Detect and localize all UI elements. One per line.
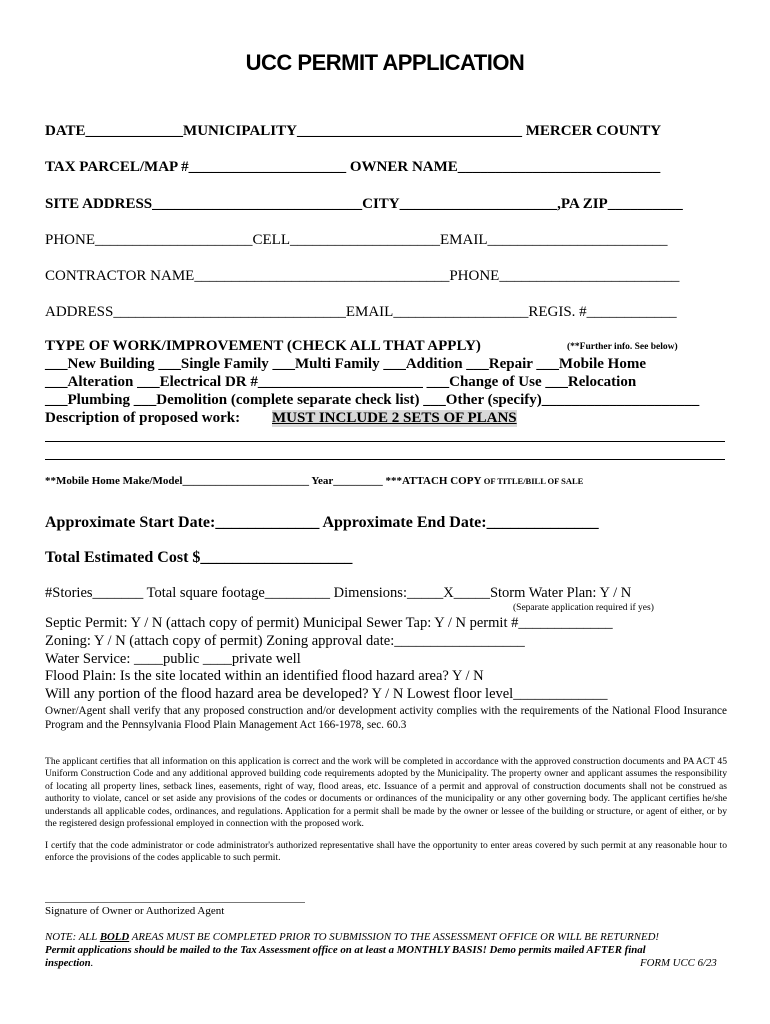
plans-requirement: MUST INCLUDE 2 SETS OF PLANS [272, 410, 517, 426]
page-title: UCC PERMIT APPLICATION [245, 50, 525, 75]
septic-line[interactable]: Septic Permit: Y / N (attach copy of permit) Municipal Sewer Tap: Y / N permit #_____________ [45, 615, 613, 631]
stories-dimensions-line[interactable]: #Stories_______ Total square footage_________ Dimensions:_____X_____Storm Water Plan: Y / N [45, 585, 632, 601]
note-period: . [90, 957, 94, 969]
note-line-2: Permit applications should be mailed to the Tax Assessment office on at least a MONTHLY BASIS! Demo permits mailed AFTER final [45, 944, 646, 956]
note-bold-word: BOLD [99, 931, 130, 943]
further-info-note: (**Further info. See below) [567, 342, 678, 352]
estimated-cost-line[interactable]: Total Estimated Cost $___________________ [45, 549, 353, 566]
approximate-dates-line[interactable]: Approximate Start Date:_____________ Approximate End Date:______________ [45, 514, 599, 531]
storm-water-note: (Separate application required if yes) [513, 603, 654, 613]
note-prefix: NOTE: ALL [45, 931, 100, 943]
note-line-3 [45, 957, 93, 969]
work-type-header: TYPE OF WORK/IMPROVEMENT (CHECK ALL THAT APPLY) [45, 338, 481, 354]
date-municipality-line[interactable]: DATE_____________MUNICIPALITY______________________________ MERCER COUNTY [45, 123, 662, 139]
description-line-1[interactable] [45, 441, 725, 442]
description-label: Description of proposed work: [45, 410, 241, 426]
mobile-home-line[interactable] [45, 475, 583, 487]
mobile-home-text: **Mobile Home Make/Model_______________________ Year_________ ***ATTACH COPY [45, 475, 481, 487]
note-line-1 [45, 931, 659, 943]
access-certification: I certify that the code administrator or code administrator's authorized representative shall have the opportunity to enter areas covered by such permit at any reasonable hour to enforce the provisions of the codes applicable to such permit. [45, 840, 727, 864]
contractor-line[interactable]: CONTRACTOR NAME__________________________________PHONE________________________ [45, 268, 680, 284]
flood-development-line[interactable]: Will any portion of the flood hazard area be developed? Y / N Lowest floor level_____________ [45, 686, 608, 702]
parcel-owner-line[interactable]: TAX PARCEL/MAP #_____________________ OWNER NAME___________________________ [45, 159, 661, 175]
flood-plain-line[interactable]: Flood Plain: Is the site located within an identified flood hazard area? Y / N [45, 668, 484, 684]
water-service-line[interactable]: Water Service: ____public ____private well [45, 651, 301, 667]
zoning-line[interactable]: Zoning: Y / N (attach copy of permit) Zoning approval date:__________________ [45, 633, 525, 649]
signature-label: Signature of Owner or Authorized Agent [45, 905, 225, 917]
note-rest: AREAS MUST BE COMPLETED PRIOR TO SUBMISSION TO THE ASSESSMENT OFFICE OR WILL BE RETURNED! [129, 931, 659, 943]
phone-cell-email-line[interactable]: PHONE_____________________CELL____________________EMAIL________________________ [45, 232, 668, 248]
site-address-line[interactable]: SITE ADDRESS____________________________CITY_____________________,PA ZIP__________ [45, 196, 683, 212]
form-id: FORM UCC 6/23 [640, 957, 717, 969]
note-inspection: inspection [45, 957, 91, 969]
applicant-certification: The applicant certifies that all information on this application is correct and the work will be completed in accordance with the approved construction documents and PA ACT 45 Uniform Construction Code and any additional approved building code requirements adopted by the Municipality. The property owner and applicant assumes the responsibility of locating all property lines, setback lines, easements, right of way, flood areas, etc. Issuance of a permit and approval of construction documents shall not be construed as authority to violate, cancel or set aside any provisions of the codes or documents or ordinances of the municipality or any other governing body. The applicant certifies he/she understands all applicable codes, ordinances, and regulations. Application for a permit shall be made by the owner or lessee of the building or structure, or agent of either, or by the registered design professional employed in connection with the proposed work. [45, 756, 727, 830]
mobile-home-small: OF TITLE/BILL OF SALE [483, 476, 584, 486]
owner-verify-text: Owner/Agent shall verify that any proposed construction and/or development activity complies with the requirements of the National Flood Insurance Program and the Pennsylvania Flood Plain Management Act 166-1978, sec. 60.3 [45, 705, 727, 731]
signature-line[interactable] [45, 902, 305, 903]
work-options-row-3[interactable]: ___Plumbing ___Demolition (complete separate check list) ___Other (specify)_____________________ [45, 392, 700, 408]
description-line-2[interactable] [45, 459, 725, 460]
work-options-row-1[interactable]: ___New Building ___Single Family ___Multi Family ___Addition ___Repair ___Mobile Home [45, 356, 646, 372]
contractor-address-line[interactable]: ADDRESS_______________________________EMAIL__________________REGIS. #____________ [45, 304, 677, 320]
work-options-row-2[interactable]: ___Alteration ___Electrical DR #______________________ ___Change of Use ___Relocation [45, 374, 637, 390]
